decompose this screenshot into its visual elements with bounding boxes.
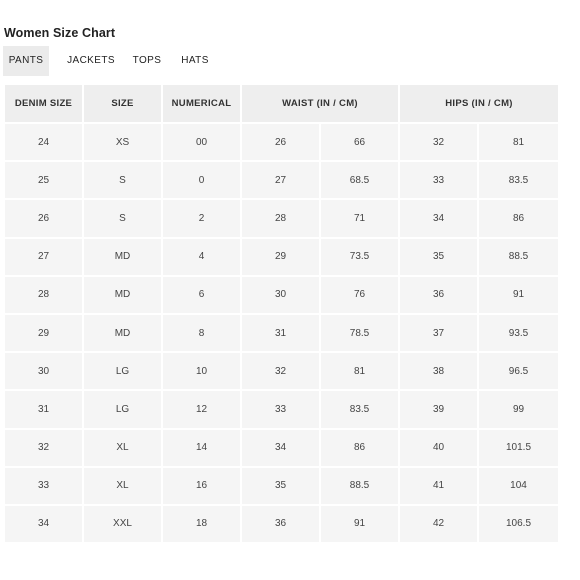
cell-denim-size: 30 (4, 352, 83, 390)
cell-numerical: 0 (162, 161, 241, 199)
cell-waist-cm: 88.5 (320, 467, 399, 505)
cell-hips-in: 42 (399, 505, 478, 543)
cell-hips-in: 35 (399, 238, 478, 276)
cell-waist-cm: 81 (320, 352, 399, 390)
tab-pants[interactable]: PANTS (3, 46, 49, 76)
cell-hips-cm: 96.5 (478, 352, 559, 390)
cell-hips-in: 37 (399, 314, 478, 352)
cell-waist-cm: 66 (320, 123, 399, 161)
tab-tops[interactable]: TOPS (132, 55, 162, 66)
table-row (4, 276, 559, 314)
cell-hips-cm: 91 (478, 276, 559, 314)
cell-hips-in: 41 (399, 467, 478, 505)
header-waist: WAIST (IN / CM) (241, 84, 399, 123)
cell-hips-cm: 101.5 (478, 429, 559, 467)
cell-denim-size: 34 (4, 505, 83, 543)
tab-hats[interactable]: HATS (181, 55, 209, 66)
cell-waist-cm: 68.5 (320, 161, 399, 199)
tab-jackets[interactable]: JACKETS (67, 55, 115, 66)
table-row (4, 467, 559, 505)
cell-denim-size: 26 (4, 199, 83, 237)
cell-numerical: 2 (162, 199, 241, 237)
table-row (4, 505, 559, 543)
cell-numerical: 4 (162, 238, 241, 276)
cell-hips-in: 39 (399, 390, 478, 428)
header-denim-size: DENIM SIZE (4, 84, 83, 123)
cell-waist-cm: 91 (320, 505, 399, 543)
cell-numerical: 00 (162, 123, 241, 161)
cell-denim-size: 24 (4, 123, 83, 161)
cell-numerical: 16 (162, 467, 241, 505)
cell-size: S (83, 199, 162, 237)
cell-waist-cm: 73.5 (320, 238, 399, 276)
table-header-row (4, 84, 559, 123)
table-row (4, 429, 559, 467)
cell-numerical: 6 (162, 276, 241, 314)
cell-size: MD (83, 314, 162, 352)
cell-waist-in: 29 (241, 238, 320, 276)
cell-hips-in: 38 (399, 352, 478, 390)
cell-hips-cm: 104 (478, 467, 559, 505)
cell-hips-cm: 86 (478, 199, 559, 237)
cell-waist-in: 28 (241, 199, 320, 237)
cell-waist-in: 36 (241, 505, 320, 543)
size-table (3, 83, 560, 544)
cell-denim-size: 25 (4, 161, 83, 199)
cell-waist-in: 30 (241, 276, 320, 314)
cell-hips-cm: 88.5 (478, 238, 559, 276)
cell-numerical: 10 (162, 352, 241, 390)
table-row (4, 199, 559, 237)
cell-denim-size: 29 (4, 314, 83, 352)
cell-waist-cm: 78.5 (320, 314, 399, 352)
cell-waist-in: 35 (241, 467, 320, 505)
table-row (4, 314, 559, 352)
page-title: Women Size Chart (4, 26, 116, 40)
cell-hips-cm: 99 (478, 390, 559, 428)
category-tabs (3, 46, 213, 76)
table-row (4, 123, 559, 161)
cell-size: MD (83, 238, 162, 276)
cell-waist-cm: 71 (320, 199, 399, 237)
cell-numerical: 8 (162, 314, 241, 352)
cell-waist-in: 26 (241, 123, 320, 161)
cell-numerical: 12 (162, 390, 241, 428)
cell-waist-in: 34 (241, 429, 320, 467)
cell-hips-in: 36 (399, 276, 478, 314)
table-row (4, 390, 559, 428)
cell-denim-size: 32 (4, 429, 83, 467)
table-row (4, 352, 559, 390)
cell-denim-size: 27 (4, 238, 83, 276)
cell-size: XL (83, 467, 162, 505)
cell-hips-in: 40 (399, 429, 478, 467)
cell-size: S (83, 161, 162, 199)
cell-size: LG (83, 352, 162, 390)
cell-waist-cm: 83.5 (320, 390, 399, 428)
cell-waist-in: 27 (241, 161, 320, 199)
cell-hips-cm: 93.5 (478, 314, 559, 352)
cell-waist-in: 32 (241, 352, 320, 390)
cell-numerical: 18 (162, 505, 241, 543)
cell-size: XXL (83, 505, 162, 543)
cell-numerical: 14 (162, 429, 241, 467)
cell-hips-in: 33 (399, 161, 478, 199)
header-numerical: NUMERICAL (162, 84, 241, 123)
cell-denim-size: 28 (4, 276, 83, 314)
cell-waist-cm: 86 (320, 429, 399, 467)
cell-waist-cm: 76 (320, 276, 399, 314)
table-body (4, 123, 559, 543)
table-row (4, 161, 559, 199)
cell-hips-in: 32 (399, 123, 478, 161)
cell-waist-in: 33 (241, 390, 320, 428)
cell-hips-cm: 83.5 (478, 161, 559, 199)
table-row (4, 238, 559, 276)
cell-size: XS (83, 123, 162, 161)
cell-waist-in: 31 (241, 314, 320, 352)
cell-denim-size: 31 (4, 390, 83, 428)
cell-denim-size: 33 (4, 467, 83, 505)
cell-hips-in: 34 (399, 199, 478, 237)
header-hips: HIPS (IN / CM) (399, 84, 559, 123)
cell-size: MD (83, 276, 162, 314)
cell-size: XL (83, 429, 162, 467)
cell-hips-cm: 106.5 (478, 505, 559, 543)
cell-size: LG (83, 390, 162, 428)
header-size: SIZE (83, 84, 162, 123)
cell-hips-cm: 81 (478, 123, 559, 161)
